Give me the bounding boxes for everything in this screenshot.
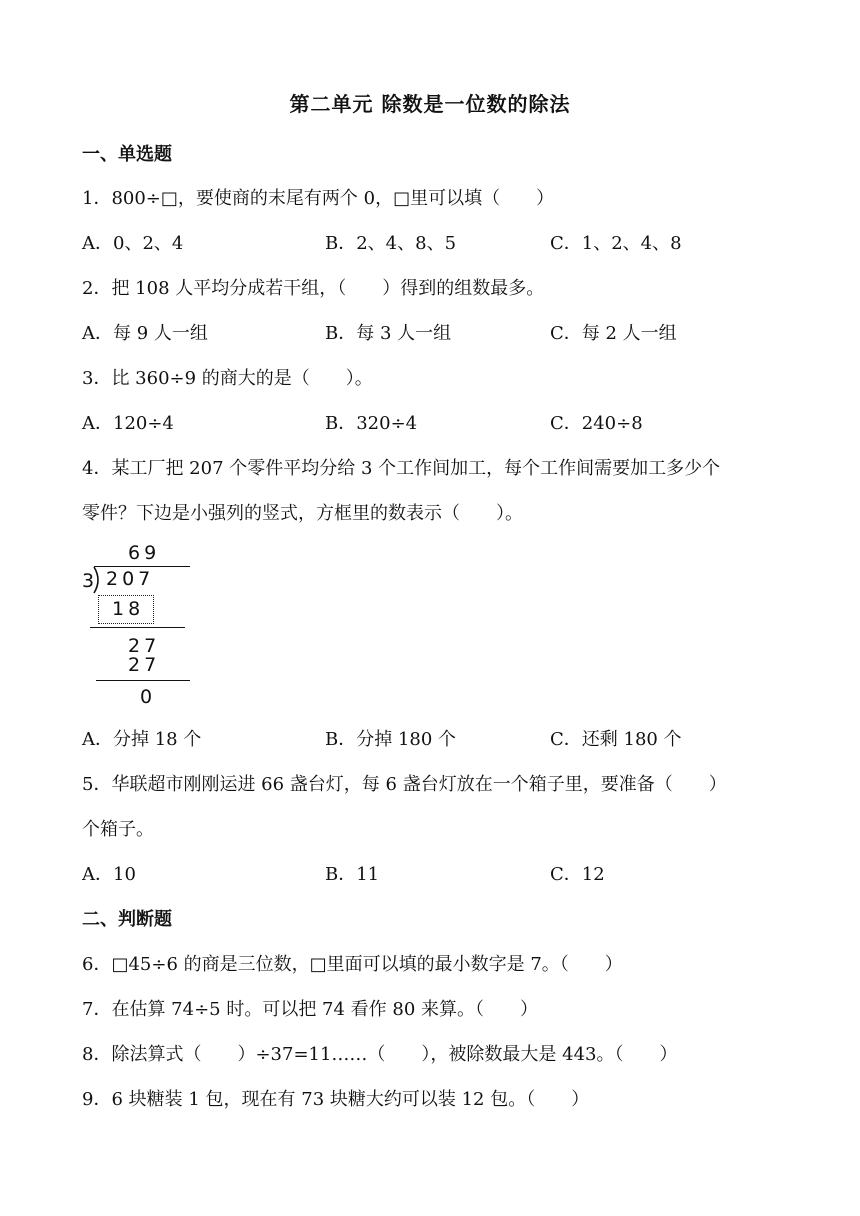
q2-option-b: B．每 3 人一组: [325, 323, 452, 344]
q3-option-b: B．320÷4: [325, 413, 418, 434]
page-title: 第二单元 除数是一位数的除法: [289, 92, 571, 116]
q1-option-a: A．0、2、4: [82, 233, 184, 254]
question-1-text: 1．800÷□，要使商的末尾有两个 0，□里可以填（ ）: [82, 188, 555, 209]
q3-option-a: A．120÷4: [82, 413, 174, 434]
question-4-text-line-1: 4．某工厂把 207 个零件平均分给 3 个工作间加工，每个工作间需要加工多少个: [82, 458, 721, 479]
q4-option-a: A．分掉 18 个: [82, 729, 202, 750]
question-3-text: 3．比 360÷9 的商大的是（ ）。: [82, 368, 373, 389]
division-rule-2: [96, 680, 190, 681]
division-top-line: [94, 566, 190, 567]
division-quotient: 69: [128, 542, 161, 564]
division-step-3: 27: [128, 654, 161, 676]
division-remainder: 0: [140, 686, 157, 708]
q2-option-c: C．每 2 人一组: [550, 323, 677, 344]
division-bracket: [92, 566, 104, 594]
q1-option-b: B．2、4、8、5: [325, 233, 457, 254]
q2-option-a: A．每 9 人一组: [82, 323, 208, 344]
division-rule-1: [90, 627, 185, 628]
q4-option-c: C．还剩 180 个: [550, 729, 682, 750]
q1-option-c: C．1、2、4、8: [550, 233, 682, 254]
question-4-text-line-2: 零件？下边是小强列的竖式，方框里的数表示（ ）。: [82, 503, 523, 524]
long-division-figure: [82, 536, 202, 716]
division-step-2: 27: [128, 635, 161, 657]
q5-option-a: A．10: [82, 864, 136, 885]
question-2-text: 2．把 108 人平均分成若干组，（ ）得到的组数最多。: [82, 278, 545, 299]
q4-option-b: B．分掉 180 个: [325, 729, 457, 750]
section-heading-single-choice: 一、单选题: [82, 144, 172, 165]
question-5-text-line-2: 个箱子。: [82, 819, 154, 840]
q5-option-c: C．12: [550, 864, 605, 885]
q3-option-c: C．240÷8: [550, 413, 643, 434]
section-heading-true-false: 二、判断题: [82, 909, 172, 930]
question-6-text: 6．□45÷6 的商是三位数，□里面可以填的最小数字是 7。（ ）: [82, 954, 623, 975]
division-dividend: 207: [106, 568, 155, 590]
question-7-text: 7．在估算 74÷5 时。可以把 74 看作 80 来算。（ ）: [82, 999, 539, 1020]
question-8-text: 8．除法算式（ ）÷37=11……（ ），被除数最大是 443。（ ）: [82, 1044, 678, 1065]
division-boxed-number: 18: [112, 598, 145, 620]
question-9-text: 9．6 块糖装 1 包，现在有 73 块糖大约可以装 12 包。（ ）: [82, 1089, 590, 1110]
division-divisor: 3: [82, 570, 95, 592]
q5-option-b: B．11: [325, 864, 380, 885]
question-5-text-line-1: 5．华联超市刚刚运进 66 盏台灯，每 6 盏台灯放在一个箱子里，要准备（ ）: [82, 774, 727, 795]
